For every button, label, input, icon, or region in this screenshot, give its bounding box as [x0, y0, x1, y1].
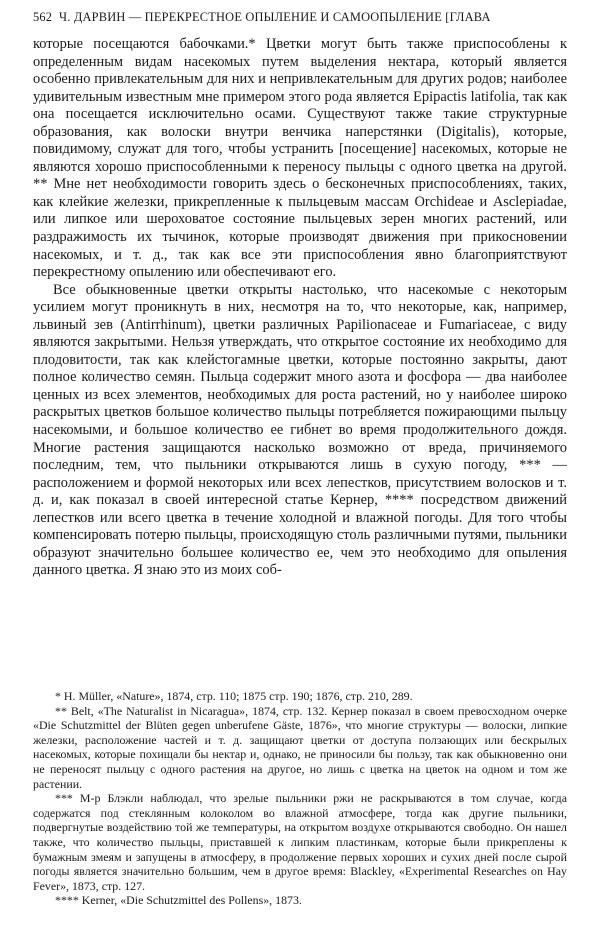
footnote-4: **** Kerner, «Die Schutzmittel des Pollens», 1873. — [55, 893, 302, 908]
page-header — [33, 10, 567, 36]
paragraph-2: Все обыкновенные цветки открыты настолько, что насекомые с некоторым усилием могут проникнуть в них, несмотря на то, что некоторые, как, например, львиный зев (Antirrhinum), цветки различных Papilionaceae и Fumariaceae, с виду являются закрытыми. Нельзя утверждать, что открытое состояние их необходимо для плодовитости, так как клейстогамные цветки, которые постоянно закрыты, дают полное количество семян. Пыльца содержит много азота и фосфора — два наиболее ценных из всех элементов, необходимых для роста растений, но у наиболее широко раскрытых цветков большое количество пыльцы потребляется пожирающими пыльцу насекомыми, и большое количество ее гибнет во время продолжительного дождя. Многие растения защищаются насколько возможно от вреда, причиняемого последним, тем, что пыльники открываются лишь в сухую погоду, *** — расположением и формой некоторых или всех лепестков, присутствием волосков и т. д. и, как показал в своей интересной статье Кернер, **** посредством движений лепестков или всего цветка в течение холодной и влажной погоды. Для того чтобы компенсировать потерю пыльцы, происходящую столь различными путями, пыльники образуют значительно большее количество ее, чем это необходимо для опыления данного цветка. Я знаю это из моих соб- — [33, 281, 567, 579]
footnote-2: ** Belt, «The Naturalist in Nicaragua», 1874, стр. 132. Кернер показал в своем превосходном очерке «Die Schutzmittel der Blüten gegen unberufene Gäste, 1876», что многие структуры — волоски, липкие железки, расположение частей и т. д. защищают цветки от доступа ползающих или бескрылых насекомых, которые похищали бы нектар и, однако, не приносили бы пользу, так как обыкновенно они не переносят пыльцу с одного растения на другое, но лишь с цветка на цветок на одном и том же растении. — [33, 703, 567, 791]
page-number: 562 — [33, 10, 53, 24]
paragraph-1: которые посещаются бабочками.* Цветки могут быть также приспособлены к определенным видам насекомых путем выделения нектара, который является особенно привлекательным для них и непривлекательным для других родов; наиболее удивительным известным мне примером этого рода является Epipactis latifolia, так как она посещается исключительно осами. Существуют также такие структурные образования, как волоски внутри венчика наперстянки (Digitalis), которые, повидимому, служат для того, чтобы устранить [посещение] насекомых, которые не являются хорошо приспособленными к переносу пыльцы с одного цветка на другой. ** Мне нет необходимости говорить здесь о бесконечных приспособлениях, таких, как клейкие железки, прикрепленные к пыльцевым массам Orchideae и Asclepiadae, или липкое или шероховатое состояние пыльцевых зерен многих растений, или раздражимость их тычинок, которые производят движения при прикосновении насекомых, и т. д., так как все эти приспособления явно благоприятствуют перекрестному опылению или обеспечивают его. — [33, 36, 567, 281]
running-head: Ч. ДАРВИН — ПЕРЕКРЕСТНОЕ ОПЫЛЕНИЕ И САМООПЫЛЕНИЕ [ГЛАВА — [59, 10, 491, 24]
footnote-1: * H. Müller, «Nature», 1874, стр. 110; 1875 стр. 190; 1876, стр. 210, 289. — [55, 689, 413, 703]
footnote-3: *** М-р Блэкли наблюдал, что зрелые пыльники ржи не раскрываются в том случае, когда содержатся под стеклянным колоколом во влажной атмосфере, тогда как другие пыльники, подвергнутые воздействию той же температуры, на открытом воздухе открываются свободно. Он нашел также, что количество пыльцы, приставшей к липким пластинкам, которые были прикреплены к бумажным змеям и запущены в атмосферу, в продолжение первых хороших и сухих дней после сырой погоды является значительно большим, чем в другое время: Blackley, «Experimental Researches on Hay Fever», 1873, стр. 127. — [33, 791, 567, 893]
footnotes — [33, 689, 567, 908]
body-text — [33, 36, 567, 580]
